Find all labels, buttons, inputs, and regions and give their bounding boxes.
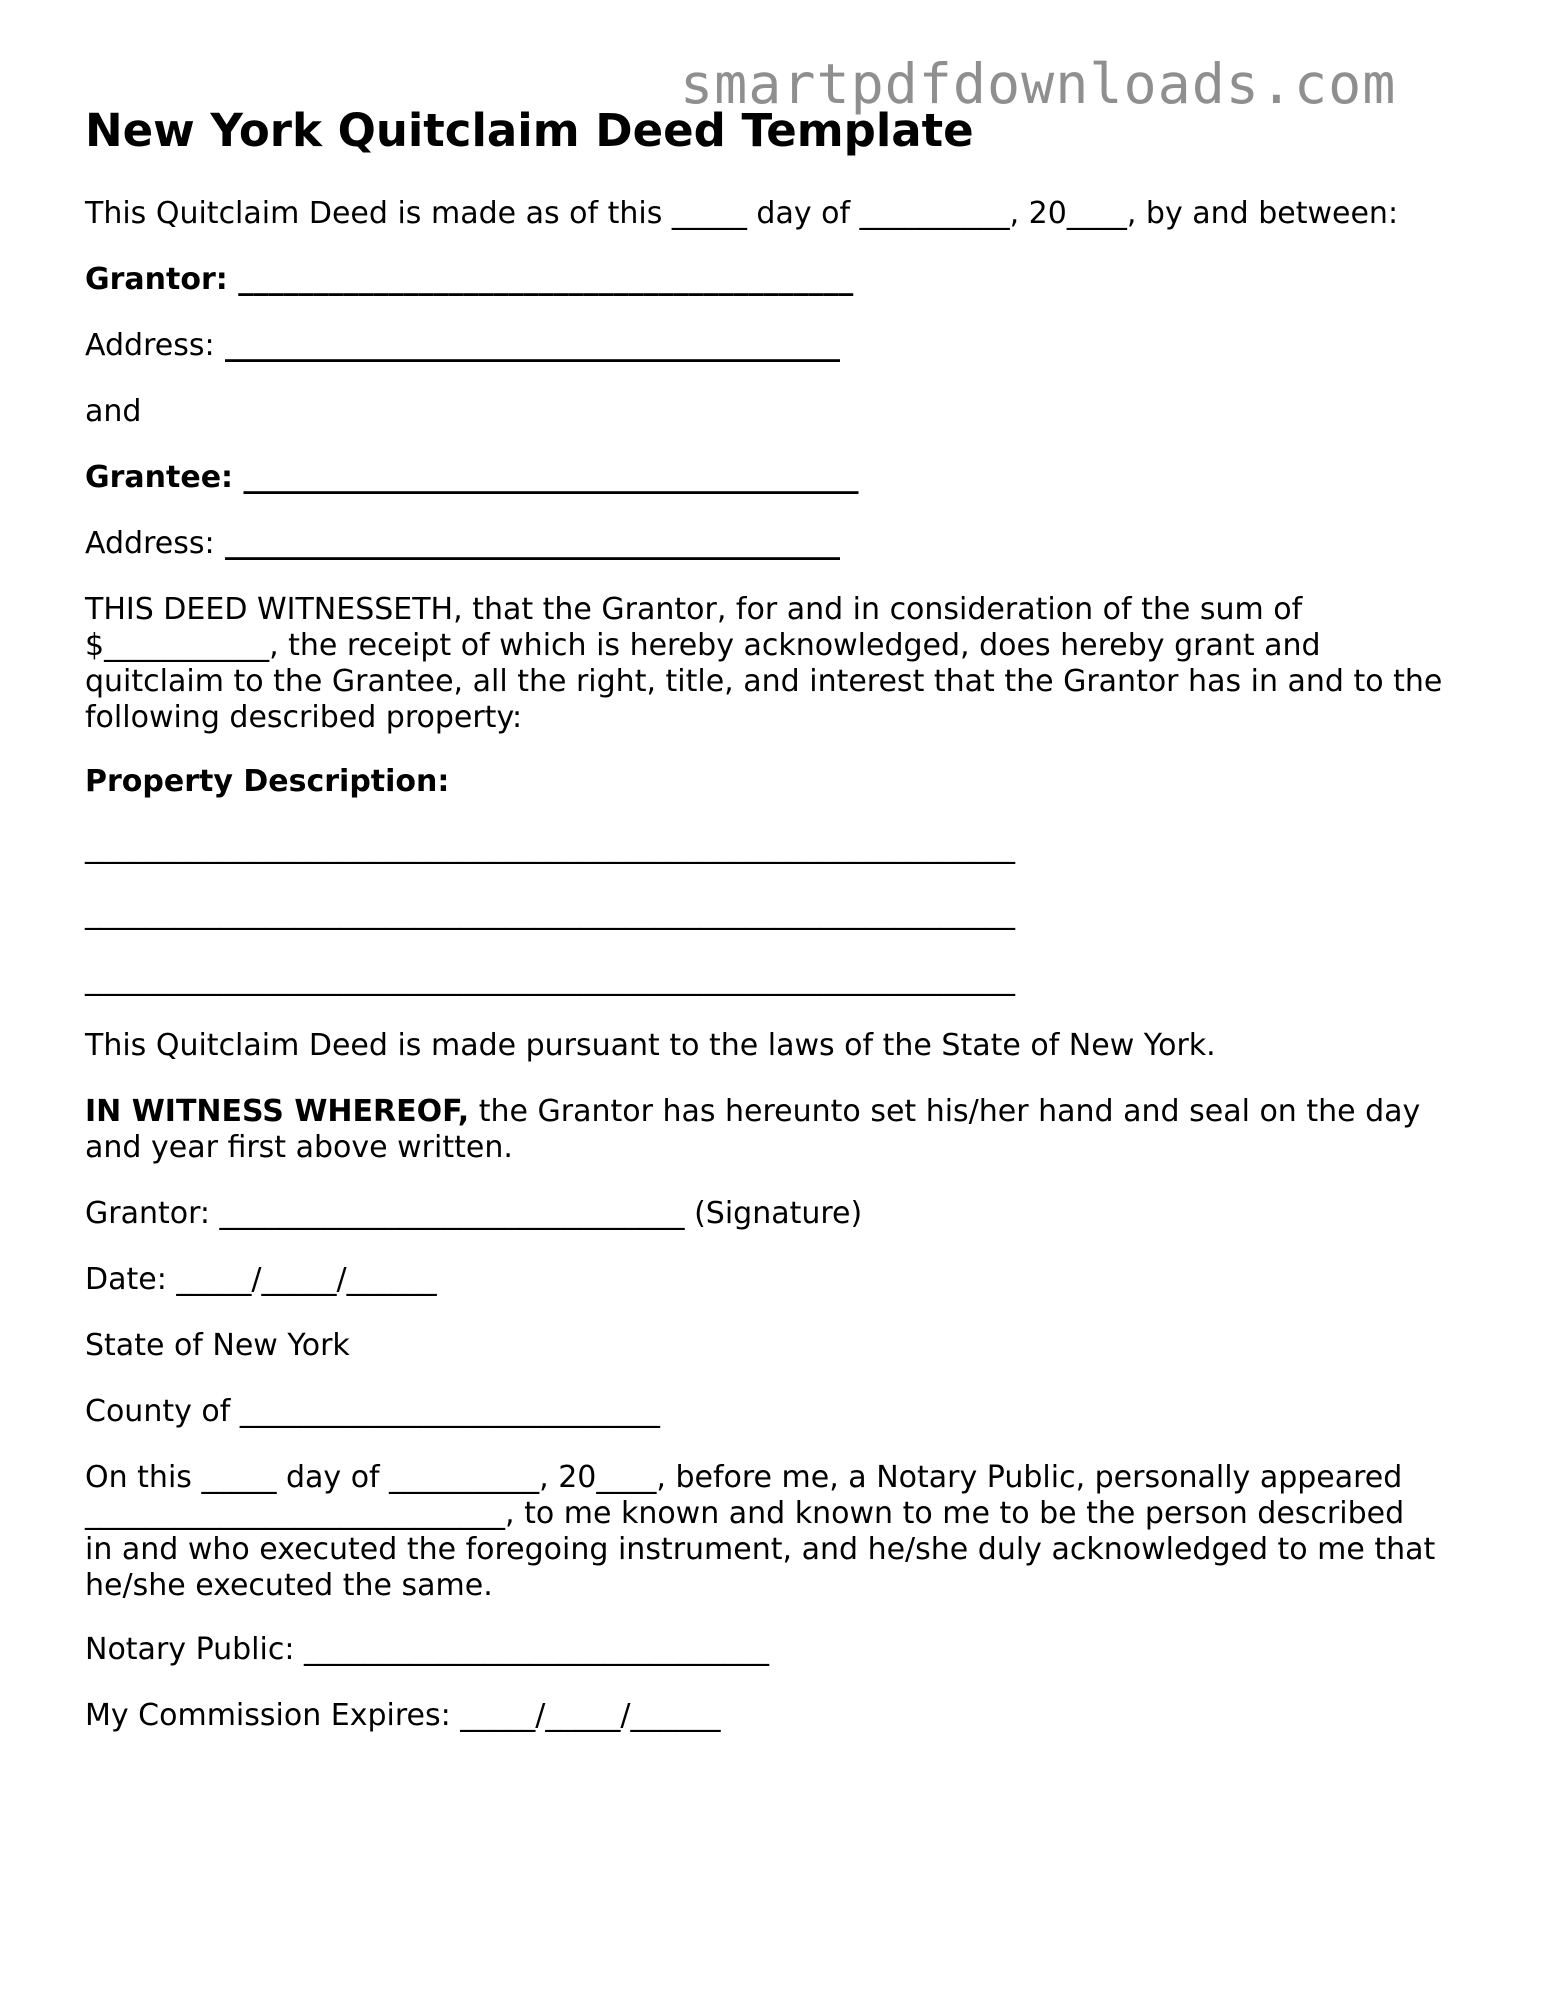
notary-public-line: Notary Public: _______________________________ bbox=[85, 1632, 769, 1667]
grantor-address-line bbox=[85, 328, 840, 364]
property-description-label: Property Description: bbox=[85, 764, 450, 799]
property-blank-line: ______________________________________________________________ bbox=[85, 896, 1015, 931]
grantor-label: Grantor: bbox=[85, 262, 228, 297]
commission-expires-line: My Commission Expires: _____/_____/______ bbox=[85, 1698, 721, 1733]
grantee-line bbox=[85, 460, 859, 496]
grantee-blank: _________________________________________ bbox=[233, 460, 859, 495]
in-witness-line2: and year first above written. bbox=[85, 1130, 513, 1165]
grantee-address-blank: _________________________________________ bbox=[214, 526, 841, 561]
in-witness-bold: IN WITNESS WHEREOF, bbox=[85, 1094, 470, 1129]
state-line: State of New York bbox=[85, 1328, 350, 1363]
witnesseth-line: THIS DEED WITNESSETH, that the Grantor, for and in consideration of the sum of bbox=[85, 592, 1303, 627]
witnesseth-line: quitclaim to the Grantee, all the right, title, and interest that the Grantor has in and to the bbox=[85, 664, 1443, 699]
grantor-blank: _________________________________________ bbox=[227, 262, 854, 297]
grantee-label: Grantee: bbox=[85, 460, 234, 495]
pursuant-line: This Quitclaim Deed is made pursuant to the laws of the State of New York. bbox=[85, 1028, 1216, 1063]
date-line: Date: _____/_____/______ bbox=[85, 1262, 437, 1297]
notary-paragraph-line: ____________________________, to me known and known to me to be the person described bbox=[85, 1496, 1405, 1531]
grantor-address-label: Address: bbox=[85, 328, 215, 363]
signature-line: Grantor: _______________________________ (Signature) bbox=[85, 1196, 863, 1231]
notary-paragraph-line: he/she executed the same. bbox=[85, 1568, 493, 1603]
grantor-line bbox=[85, 262, 853, 298]
grantor-address-blank: _________________________________________ bbox=[214, 328, 841, 363]
witnesseth-line: $___________, the receipt of which is hereby acknowledged, does hereby grant and bbox=[85, 628, 1321, 663]
in-witness-paragraph bbox=[85, 1094, 1485, 1166]
witnesseth-line: following described property: bbox=[85, 700, 523, 735]
notary-paragraph-line: in and who executed the foregoing instrument, and he/she duly acknowledged to me that bbox=[85, 1532, 1436, 1567]
intro-line: This Quitclaim Deed is made as of this _____ day of __________, 20____, by and between: bbox=[85, 196, 1399, 231]
in-witness-rest: the Grantor has hereunto set his/her hand and seal on the day bbox=[469, 1094, 1421, 1129]
notary-paragraph-line: On this _____ day of __________, 20____, before me, a Notary Public, personally appeared bbox=[85, 1460, 1403, 1495]
property-blank-line: ______________________________________________________________ bbox=[85, 962, 1015, 997]
grantee-address-label: Address: bbox=[85, 526, 215, 561]
watermark: smartpdfdownloads.com bbox=[680, 52, 1397, 116]
notary-paragraph bbox=[85, 1460, 1485, 1604]
witnesseth-paragraph bbox=[85, 592, 1485, 736]
grantee-address-line bbox=[85, 526, 840, 562]
and-text: and bbox=[85, 394, 142, 429]
property-blank-line: ______________________________________________________________ bbox=[85, 830, 1015, 865]
document-title: New York Quitclaim Deed Template bbox=[85, 104, 974, 157]
county-line: County of ____________________________ bbox=[85, 1394, 660, 1429]
